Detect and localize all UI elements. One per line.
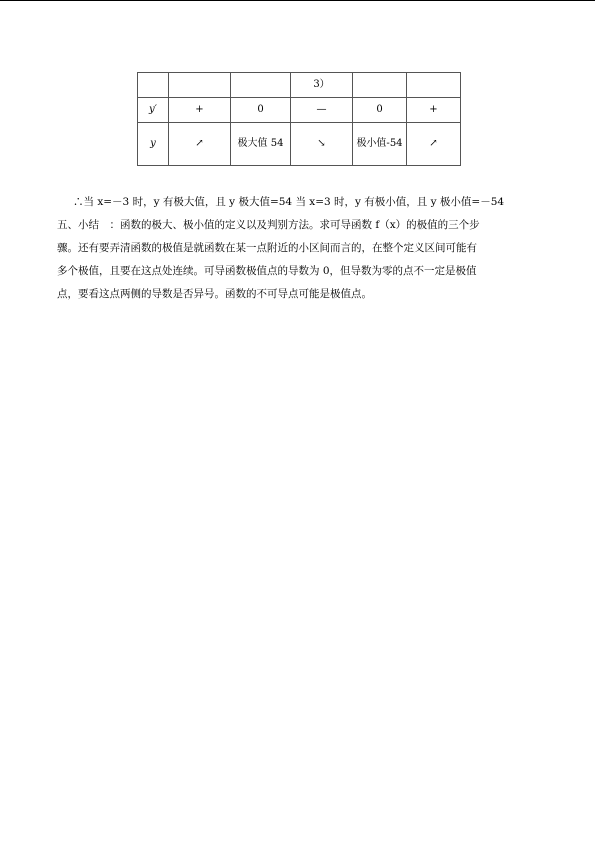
table-cell — [353, 73, 407, 98]
page-top-rule — [0, 0, 595, 1]
conclusion-text: ∴当 x=－3 时，y 有极大值，且 y 极大值=54 当 x=3 时，y 有极小值，且 y 极小值=－54 — [73, 196, 505, 208]
table-row-x — [138, 73, 461, 98]
table-cell: + — [407, 98, 461, 123]
summary-line: 点，要看这点两侧的导数是否异号。函数的不可导点可能是极值点。 — [57, 288, 372, 300]
decreasing-arrow-icon: ↘ — [291, 123, 353, 166]
table-row-derivative — [138, 98, 461, 123]
derivative-sign-table — [137, 72, 461, 166]
table-cell — [169, 73, 231, 98]
table-cell — [407, 73, 461, 98]
summary-line: 多个极值，且要在这点处连续。可导函数极值点的导数为 0，但导数为零的点不一定是极值 — [57, 265, 477, 277]
table-cell: 0 — [353, 98, 407, 123]
table-cell: + — [169, 98, 231, 123]
row-label-y-prime: y′ — [138, 98, 169, 123]
table-cell — [231, 73, 291, 98]
conclusion-paragraph — [57, 191, 557, 214]
table-cell: 3） — [291, 73, 353, 98]
table-cell: — — [291, 98, 353, 123]
table-cell-min-value: 极小值-54 — [353, 123, 407, 166]
increasing-arrow-icon: ↗ — [407, 123, 461, 166]
summary-line: 骤。还有要弄清函数的极值是就函数在某一点附近的小区间而言的，在整个定义区间可能有 — [57, 242, 477, 254]
summary-paragraph — [57, 214, 557, 306]
row-label-y: y — [138, 123, 169, 166]
table-cell — [138, 73, 169, 98]
table-cell-max-value: 极大值 54 — [231, 123, 291, 166]
increasing-arrow-icon: ↗ — [169, 123, 231, 166]
table-cell: 0 — [231, 98, 291, 123]
table-row-function — [138, 123, 461, 166]
summary-line: 五、小结 ：函数的极大、极小值的定义以及判别方法。求可导函数 f（x）的极值的三个步 — [57, 219, 480, 231]
